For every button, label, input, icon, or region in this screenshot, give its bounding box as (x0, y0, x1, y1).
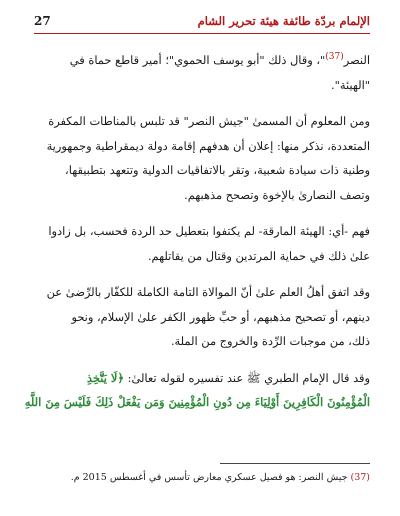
text-line: ذلك، من موجبات الرِّدة والخروج من الملة. (170, 334, 370, 348)
text-line: المتعددة، نذكر منها: إعلان أن هدفهم إقامة دولة ديمقراطية وجمهورية (46, 138, 370, 153)
text-line: فهم -أي: الهيئة المارقة- لم يكتفوا بتعطيل حد الردة فحسب، بل زادوا (48, 224, 370, 238)
footnote-number: (37) (350, 472, 370, 483)
text-fragment: وقد قال الإمام الطبري ﷺ عند تفسيره لقوله تعالىٰ: (124, 370, 370, 385)
footnote (34, 470, 370, 486)
footnote-reference[interactable]: (37) (325, 52, 344, 63)
running-head-title: الإلمام بردّة طائفة هيئة تحرير الشام (197, 14, 370, 28)
text-line (87, 371, 370, 385)
quran-verse: ﴿لَا يَتَّخِذِ (86, 370, 124, 385)
text-line (70, 53, 370, 67)
page-number: 27 (34, 14, 51, 28)
footnote-text: جيش النصر: هو فصيل عسكري معارض تأسس في أغسطس 2015 م. (70, 472, 351, 483)
quran-verse: الْمُؤْمِنُونَ الْكَافِرِينَ أَوْلِيَاءَ مِن دُونِ الْمُؤْمِنِينَ وَمَن يَفْعَلْ ذَلِكَ فَلَيْسَ مِنَ اللَّهِ (24, 395, 370, 409)
text-line: وطنية ذات سيادة شعبية، وتقر بالاتفاقيات الدولية وتتعهد بتطبيقها، (65, 163, 370, 177)
body-text (24, 48, 370, 427)
paragraph-1 (34, 48, 370, 97)
text-line: دينهم، أو تصحيح مذهبهم، أو حبِّ ظهور الكفر علىٰ الإسلام، ونحو (71, 309, 370, 324)
text-line: علىٰ ذلك في حماية المرتدين وقتال من يقاتلهم. (147, 248, 370, 263)
footnote-rule (220, 463, 370, 464)
paragraph-3 (34, 219, 370, 268)
header-rule (34, 33, 370, 34)
paragraph-4 (34, 280, 370, 354)
text-line: وتصف النصارىٰ بالإخوة وتصحح مذهبهم. (184, 187, 370, 202)
text-fragment: "، وقال ذلك "أبو يوسف الحموي"؛ أمير قاطع حماة في (69, 53, 326, 67)
text-line: ومن المعلوم أن المسمىٰ "جيش النصر" قد تلبس بالمناطات المكفرة (48, 114, 370, 128)
text-line: وقد اتفق أهلُ العلم علىٰ أنّ الموالاة التامة الكاملة للكفّار بالرِّضىٰ عن (46, 285, 370, 299)
paragraph-2 (34, 109, 370, 207)
text-fragment: النصر (343, 53, 370, 67)
paragraph-5 (24, 366, 370, 415)
running-head (34, 10, 370, 32)
text-line: "الهيئة". (331, 77, 370, 92)
